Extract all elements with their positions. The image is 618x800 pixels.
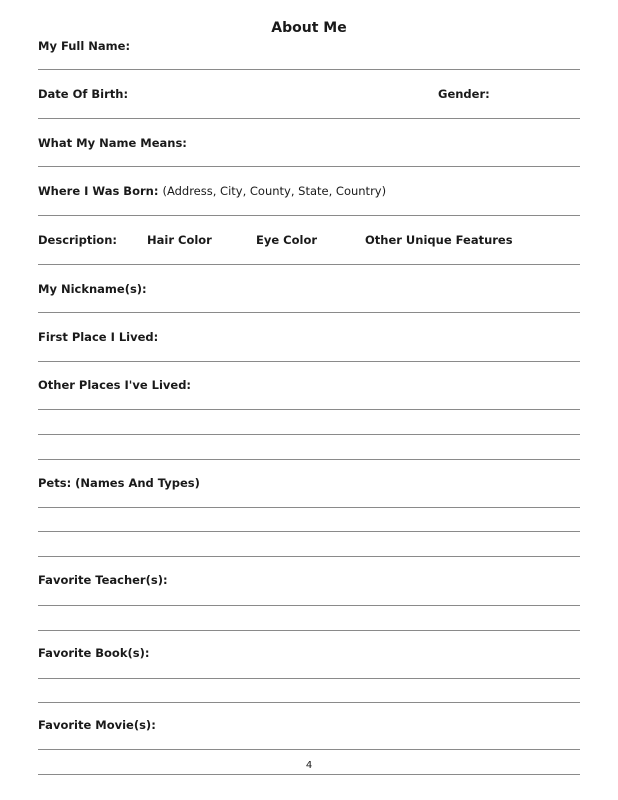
label-where-born-text: Where I Was Born: — [38, 184, 159, 198]
write-line-fav-book-1[interactable] — [38, 678, 580, 679]
label-hair-color: Hair Color — [147, 233, 212, 247]
write-line-first-place[interactable] — [38, 361, 580, 362]
label-fav-teacher: Favorite Teacher(s): — [38, 573, 168, 587]
write-line-fav-movie-1[interactable] — [38, 749, 580, 750]
label-other-places: Other Places I've Lived: — [38, 378, 192, 392]
write-line-fav-movie-2[interactable] — [38, 774, 580, 775]
write-line-dob-gender[interactable] — [38, 118, 580, 119]
write-line-where-born[interactable] — [38, 215, 580, 216]
write-line-name-means[interactable] — [38, 166, 580, 167]
label-date-of-birth: Date Of Birth: — [38, 87, 129, 101]
write-line-other-places-1[interactable] — [38, 409, 580, 410]
label-first-place: First Place I Lived: — [38, 330, 159, 344]
label-eye-color: Eye Color — [256, 233, 318, 247]
write-line-fav-book-2[interactable] — [38, 702, 580, 703]
write-line-pets-3[interactable] — [38, 556, 580, 557]
label-fav-movie: Favorite Movie(s): — [38, 718, 156, 732]
page-number: 4 — [305, 760, 313, 771]
page-title: About Me — [271, 20, 347, 36]
label-where-born — [38, 184, 386, 198]
label-fav-book: Favorite Book(s): — [38, 646, 150, 660]
write-line-pets-1[interactable] — [38, 507, 580, 508]
write-line-other-places-3[interactable] — [38, 459, 580, 460]
write-line-fav-teacher-1[interactable] — [38, 605, 580, 606]
write-line-description[interactable] — [38, 264, 580, 265]
label-description: Description: — [38, 233, 117, 247]
label-nicknames: My Nickname(s): — [38, 282, 147, 296]
label-other-features: Other Unique Features — [365, 233, 513, 247]
label-full-name: My Full Name: — [38, 39, 131, 53]
write-line-nicknames[interactable] — [38, 312, 580, 313]
write-line-full-name[interactable] — [38, 69, 580, 70]
write-line-fav-teacher-2[interactable] — [38, 630, 580, 631]
label-pets: Pets: (Names And Types) — [38, 476, 200, 490]
write-line-other-places-2[interactable] — [38, 434, 580, 435]
label-where-born-hint: (Address, City, County, State, Country) — [162, 184, 387, 198]
label-name-means: What My Name Means: — [38, 136, 187, 150]
write-line-pets-2[interactable] — [38, 531, 580, 532]
label-gender: Gender: — [438, 87, 490, 101]
